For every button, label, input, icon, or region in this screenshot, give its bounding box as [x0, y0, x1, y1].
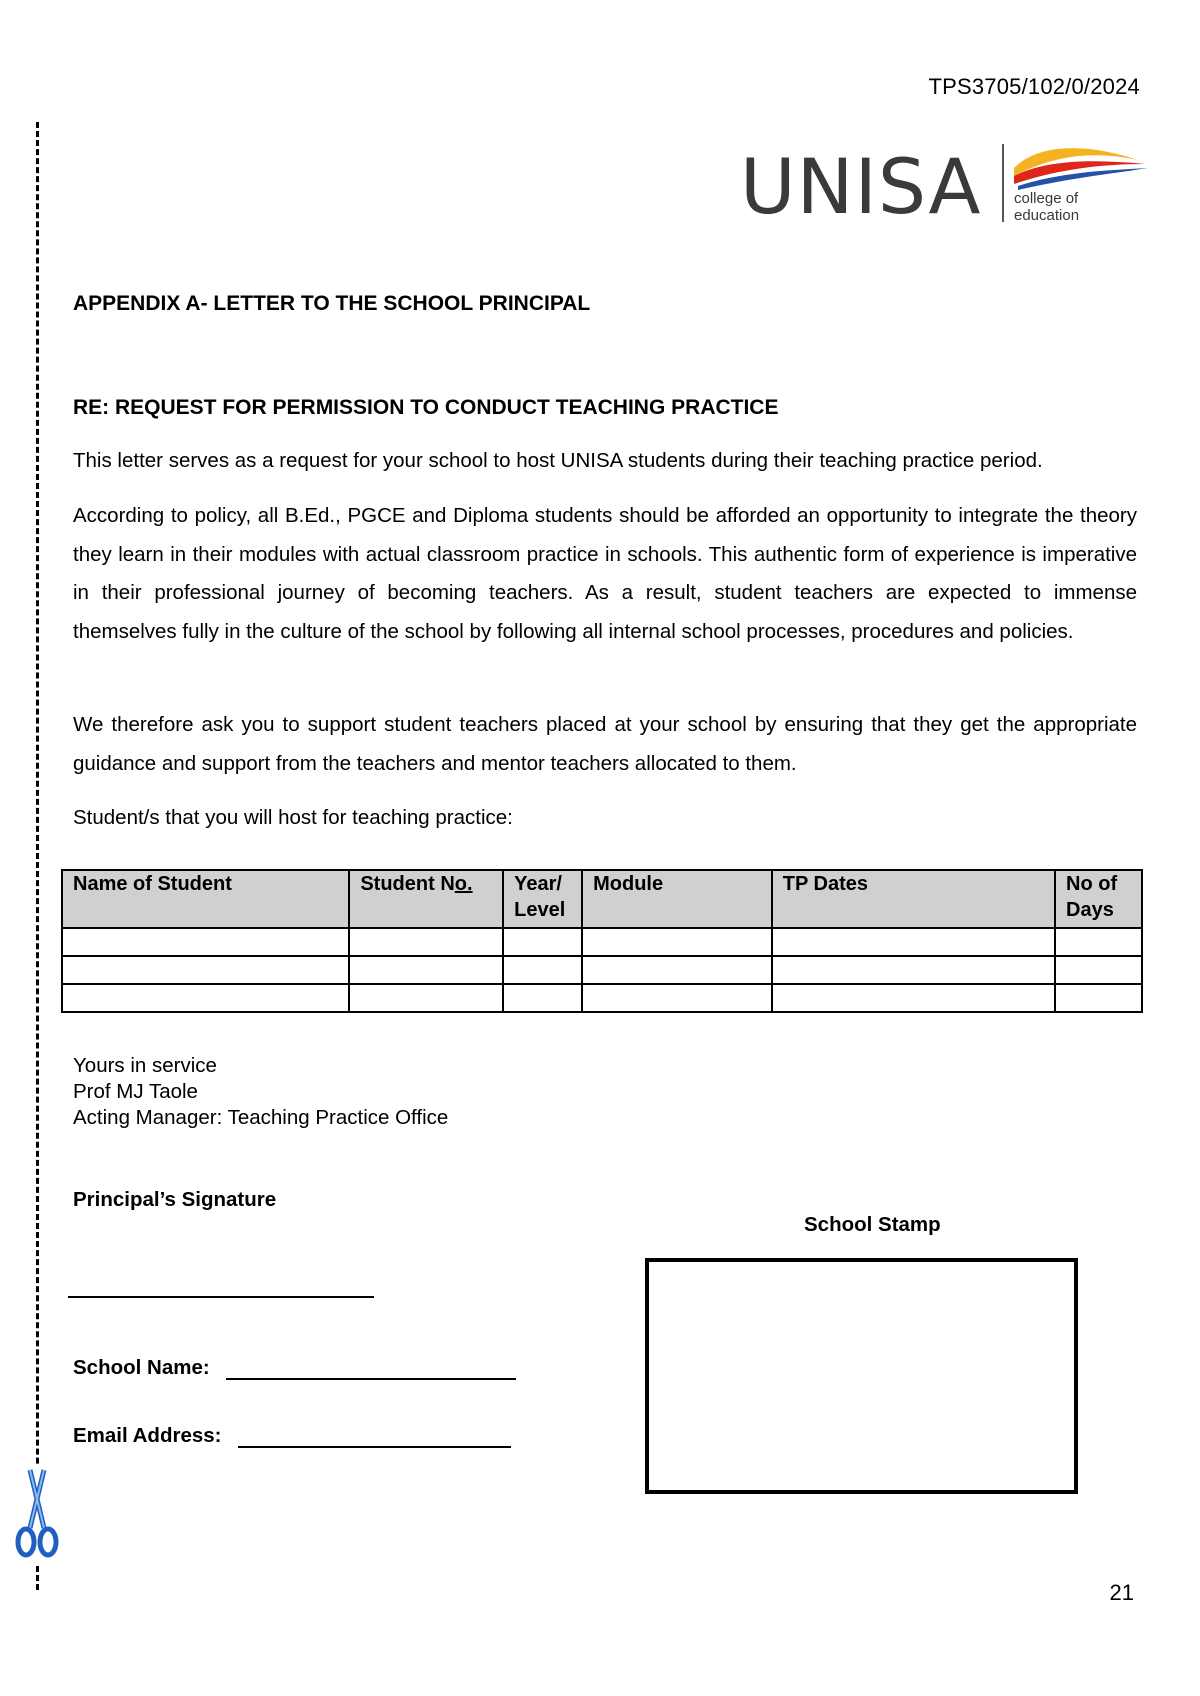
- header-year-level: Year/ Level: [503, 870, 582, 928]
- table-cell[interactable]: [772, 984, 1055, 1012]
- table-cell[interactable]: [582, 984, 772, 1012]
- closing-title: Acting Manager: Teaching Practice Office: [73, 1106, 449, 1129]
- unisa-logo: [740, 138, 1140, 238]
- paragraph-students-intro: Student/s that you will host for teaching practice:: [73, 806, 513, 829]
- principal-signature-label: Principal’s Signature: [73, 1188, 277, 1211]
- email-address-label: Email Address:: [73, 1424, 222, 1447]
- table-cell[interactable]: [62, 928, 349, 956]
- table-row: [62, 984, 1142, 1012]
- header-no-of-days: No of Days: [1055, 870, 1142, 928]
- paragraph-policy: According to policy, all B.Ed., PGCE and Diploma students should be afforded an opportunity to integrate the theory they learn in their modules with actual classroom practice in schools. This authentic form of experience is imperative in their professional journey of becoming teachers. As a result, student teachers are expected to immense themselves fully in the culture of the school by following all internal school processes, procedures and policies.: [73, 504, 1137, 643]
- document-reference: TPS3705/102/0/2024: [928, 74, 1140, 99]
- table-cell[interactable]: [62, 956, 349, 984]
- signature-line[interactable]: [68, 1296, 374, 1298]
- header-module: Module: [582, 870, 772, 928]
- header-student-number: Student No.: [349, 870, 503, 928]
- table-cell[interactable]: [772, 956, 1055, 984]
- page-number: 21: [1109, 1580, 1134, 1605]
- table-cell[interactable]: [1055, 928, 1142, 956]
- school-stamp-label: School Stamp: [804, 1213, 941, 1236]
- table-cell[interactable]: [349, 984, 503, 1012]
- cut-line: [36, 122, 39, 1590]
- paragraph-request: This letter serves as a request for your school to host UNISA students during their teaching practice period.: [73, 449, 1043, 472]
- email-address-field[interactable]: [238, 1422, 511, 1448]
- table-row: [62, 928, 1142, 956]
- table-cell[interactable]: [349, 928, 503, 956]
- table-cell[interactable]: [349, 956, 503, 984]
- table-header-row: [62, 870, 1142, 928]
- appendix-title: APPENDIX A- LETTER TO THE SCHOOL PRINCIPAL: [73, 292, 591, 315]
- students-table: [61, 869, 1143, 1013]
- logo-divider: [1002, 144, 1004, 222]
- paragraph-support: We therefore ask you to support student teachers placed at your school by ensuring that they get the appropriate guidance and support from the teachers and mentor teachers allocated to them.: [73, 713, 1137, 775]
- header-name-of-student: Name of Student: [62, 870, 349, 928]
- table-cell[interactable]: [1055, 984, 1142, 1012]
- table-cell[interactable]: [1055, 956, 1142, 984]
- logo-wordmark: UNISA: [740, 142, 982, 231]
- school-stamp-box[interactable]: [645, 1258, 1078, 1494]
- scissors-icon: [14, 1466, 60, 1566]
- table-cell[interactable]: [582, 928, 772, 956]
- logo-subtitle: college of education: [1014, 190, 1080, 224]
- school-name-field[interactable]: [226, 1354, 516, 1380]
- logo-swoosh-icon: [1010, 138, 1150, 190]
- letter-subject: RE: REQUEST FOR PERMISSION TO CONDUCT TEACHING PRACTICE: [73, 396, 779, 419]
- table-cell[interactable]: [62, 984, 349, 1012]
- table-cell[interactable]: [503, 928, 582, 956]
- table-cell[interactable]: [582, 956, 772, 984]
- header-tp-dates: TP Dates: [772, 870, 1055, 928]
- closing-signatory: Prof MJ Taole: [73, 1080, 198, 1103]
- school-name-label: School Name:: [73, 1356, 210, 1379]
- closing-salutation: Yours in service: [73, 1054, 217, 1077]
- letter-closing: [73, 1053, 448, 1131]
- table-cell[interactable]: [772, 928, 1055, 956]
- table-cell[interactable]: [503, 984, 582, 1012]
- table-cell[interactable]: [503, 956, 582, 984]
- table-row: [62, 956, 1142, 984]
